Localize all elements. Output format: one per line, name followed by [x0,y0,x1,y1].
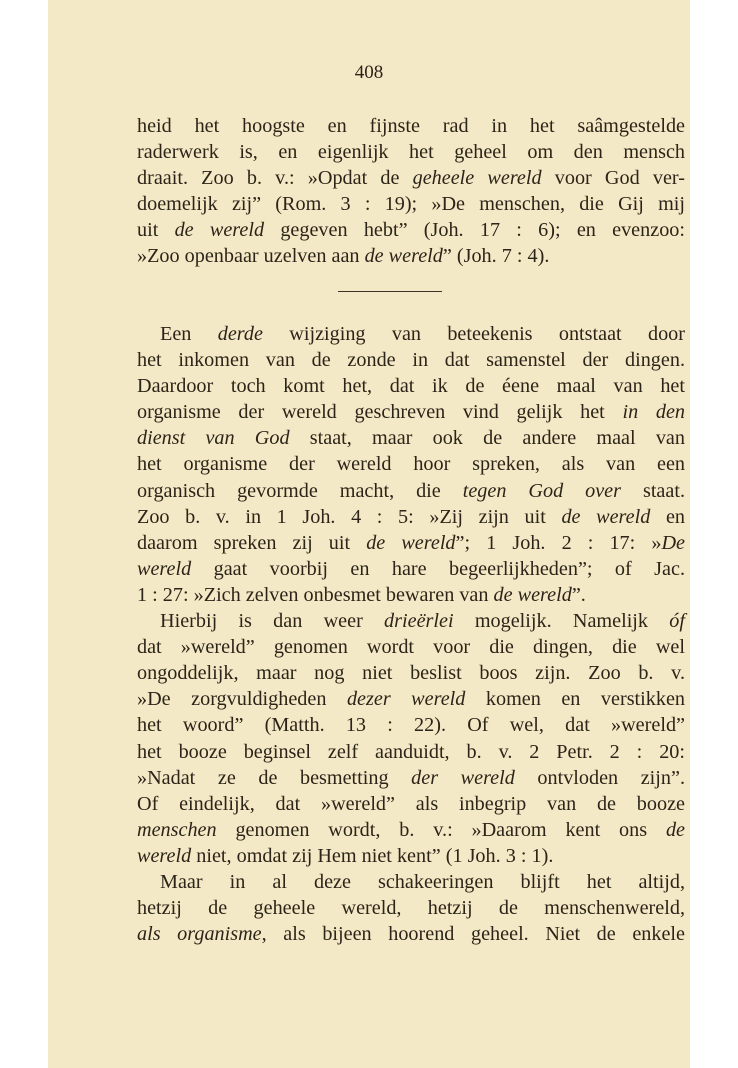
text-line: menschen genomen wordt, b. v.: »Daarom kent ons de [137,818,685,841]
text-line: Een derde wijziging van beteekenis ontstaat door [160,323,685,345]
section-paragraphs [137,321,685,947]
italic-text: wereld [137,844,192,867]
text-line: het inkomen van de zonde in dat samenstel der dingen. [137,349,685,372]
text-line: draait. Zoo b. v.: »Opdat de geheele wereld voor God ver- [137,167,685,190]
text-line: »De zorgvuldigheden dezer wereld komen en verstikken [137,688,686,711]
text-line: daarom spreken zij uit de wereld”; 1 Joh. 2 : 17: »De [137,531,685,554]
text-line: Maar in al deze schakeeringen blijft het altijd, [160,870,685,893]
italic-text: de [665,818,685,841]
italic-text: menschen [137,818,217,841]
text-line: heid het hoogste en fijnste rad in het saâmgestelde [137,115,685,137]
text-line: dienst van God staat, maar ook de andere maal van [137,427,685,450]
italic-text: wereld [137,557,192,580]
text-line: hetzij de geheele wereld, hetzij de menschenwereld, [137,897,685,920]
text-line: wereld gaat voorbij en hare begeerlijkheden”; of Jac. [137,557,685,580]
text-line: doemelijk zij” (Rom. 3 : 19); »De menschen, die Gij mij [137,193,685,216]
italic-text: de wereld [174,219,265,242]
text-line: »Nadat ze de besmetting der wereld ontvloden zijn”. [137,766,686,789]
text-line: het booze beginsel zelf aanduidt, b. v. 2 Petr. 2 : 20: [137,740,685,763]
text-line: uit de wereld gegeven hebt” (Joh. 17 : 6); en evenzoo: [137,219,685,242]
text-line: ongoddelijk, maar nog niet beslist boos zijn. Zoo b. v. [137,662,685,685]
italic-text: drieërlei [384,610,454,633]
section-divider [338,291,442,292]
italic-text: dezer wereld [346,688,466,711]
italic-text: óf [669,610,685,633]
italic-text: der wereld [411,766,515,789]
paragraph-continuation [137,113,685,270]
text-line: organisme der wereld geschreven vind gelijk het in den [137,401,685,424]
italic-text: derde [217,323,263,345]
text-line: Zoo b. v. in 1 Joh. 4 : 5: »Zij zijn uit de wereld en [137,505,686,528]
italic-text: de wereld [366,531,456,554]
text-line: raderwerk is, en eigenlijk het geheel om den mensch [137,141,685,164]
italic-text: geheele wereld [412,167,542,190]
italic-text: De [661,531,685,554]
italic-text: in den [622,401,685,424]
text-line: 1 : 27: »Zich zelven onbesmet bewaren van de wereld”. [137,583,586,606]
text-line: als organisme, als bijeen hoorend geheel. Niet de enkele [137,923,685,946]
book-page [48,0,690,1068]
italic-text: dienst van God [137,427,290,450]
italic-text: de wereld [561,505,651,528]
text-line: wereld niet, omdat zij Hem niet kent” (1 Joh. 3 : 1). [137,844,554,867]
italic-text: tegen God over [462,479,621,502]
text-line: Daardoor toch komt het, dat ik de éene maal van het [137,375,685,398]
page-number: 408 [354,62,384,83]
text-line: organisch gevormde macht, die tegen God over staat. [137,479,686,502]
text-line: dat »wereld” genomen wordt voor die dingen, die wel [137,636,685,659]
text-line: Of eindelijk, dat »wereld” als inbegrip van de booze [137,792,685,815]
text-line: het woord” (Matth. 13 : 22). Of wel, dat »wereld” [137,714,685,737]
text-line: Hierbij is dan weer drieërlei mogelijk. Namelijk óf [160,610,685,633]
italic-text: de wereld [493,583,572,606]
text-line: »Zoo openbaar uzelven aan de wereld” (Joh. 7 : 4). [137,245,550,268]
italic-text: als organisme [137,923,262,946]
italic-text: de wereld [364,245,443,268]
text-line: het organisme der wereld hoor spreken, als van een [137,453,685,476]
